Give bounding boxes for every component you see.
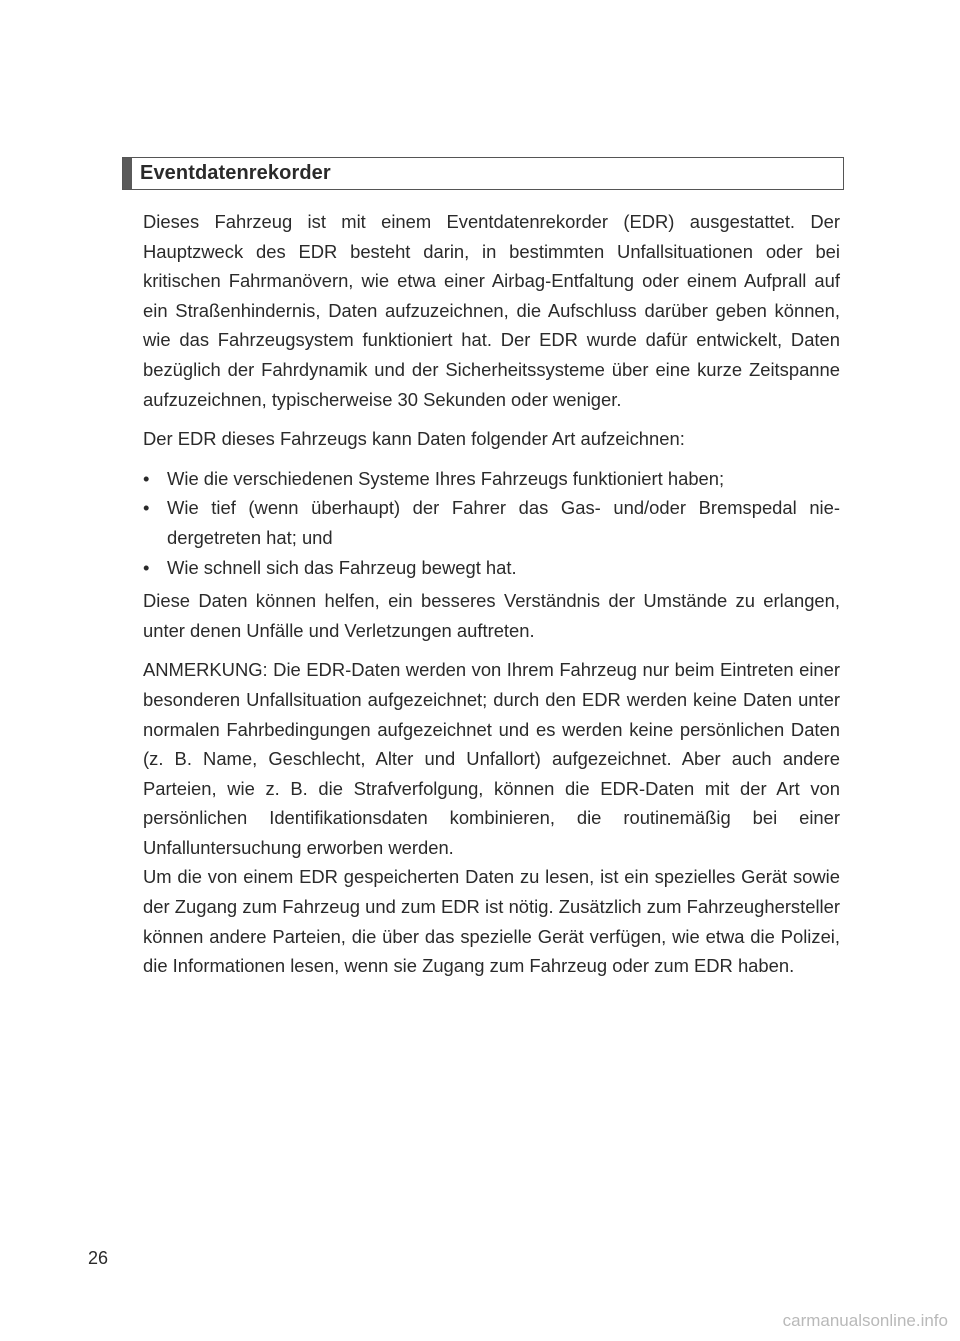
watermark: carmanualsonline.info (782, 1311, 948, 1330)
list-item (143, 493, 840, 552)
list-item (143, 553, 840, 583)
section-title: Eventdatenrekorder (140, 162, 331, 184)
paragraph-note: ANMERKUNG: Die EDR-Daten werden von Ihrem Fahrzeug nur beim Eintreten einer besonderen Unfallsituation aufgezeichnet; durch den EDR werden keine Daten unter normalen Fahrbedingungen aufgezeichnet und es werden keine persönlichen Daten (z. B. Name, Geschlecht, Alter und Unfallort) aufgezeichnet. Aber auch andere Parteien, wie z. B. die Strafverfolgung, können die EDR-Daten mit der Art von persönlichen Identifikationsdaten kombinieren, die routinemäßig bei einer Unfalluntersuchung erworben werden. (143, 659, 840, 858)
list-item (143, 464, 840, 494)
bullet-list (143, 464, 840, 582)
page-number: 26 (88, 1248, 109, 1268)
body-text (143, 207, 840, 991)
list-item-text: Wie die verschiedenen Systeme Ihres Fahrzeugs funktioniert haben; (167, 467, 725, 489)
list-item-text: Wie tief (wenn überhaupt) der Fahrer das Gas- und/oder Bremspedal niedergetreten hat; und (167, 497, 840, 548)
bullet-icon: • (143, 497, 150, 519)
paragraph-intro: Dieses Fahrzeug ist mit einem Eventdatenrekorder (EDR) ausgestattet. Der Hauptzweck des EDR besteht darin, in bestimmten Unfallsituationen oder bei kritischen Fahrmanövern, wie etwa einer Airbag-Entfaltung oder einem Aufprall auf ein Straßenhindernis, Daten aufzuzeichnen, die Aufschluss darüber geben können, wie das Fahrzeugsystem funktioniert hat. Der EDR wurde dafür entwickelt, Daten bezüglich der Fahrdynamik und der Sicherheitssysteme über eine kurze Zeitspanne aufzuzeichnen, typischerweise 30 Sekunden oder weniger. (143, 211, 840, 410)
section-header-bar (123, 158, 132, 189)
paragraph-access: Um die von einem EDR gespeicherten Daten zu lesen, ist ein spezielles Gerät sowie der Zugang zum Fahrzeug und zum EDR ist nötig. Zusätzlich zum Fahrzeughersteller können andere Parteien, die über das spezielle Gerät verfügen, wie etwa die Polizei, die Informationen lesen, wenn sie Zugang zum Fahrzeug oder zum EDR haben. (143, 866, 840, 977)
section-header (122, 157, 844, 190)
paragraph-understanding: Diese Daten können helfen, ein besseres Verständnis der Umstände zu erlangen, unter denen Unfälle und Verletzungen auftreten. (143, 590, 840, 641)
paragraph-data-types: Der EDR dieses Fahrzeugs kann Daten folgender Art aufzeichnen: (143, 428, 685, 450)
bullet-icon: • (143, 556, 150, 578)
bullet-icon: • (143, 467, 150, 489)
list-item-text: Wie schnell sich das Fahrzeug bewegt hat. (167, 556, 517, 578)
